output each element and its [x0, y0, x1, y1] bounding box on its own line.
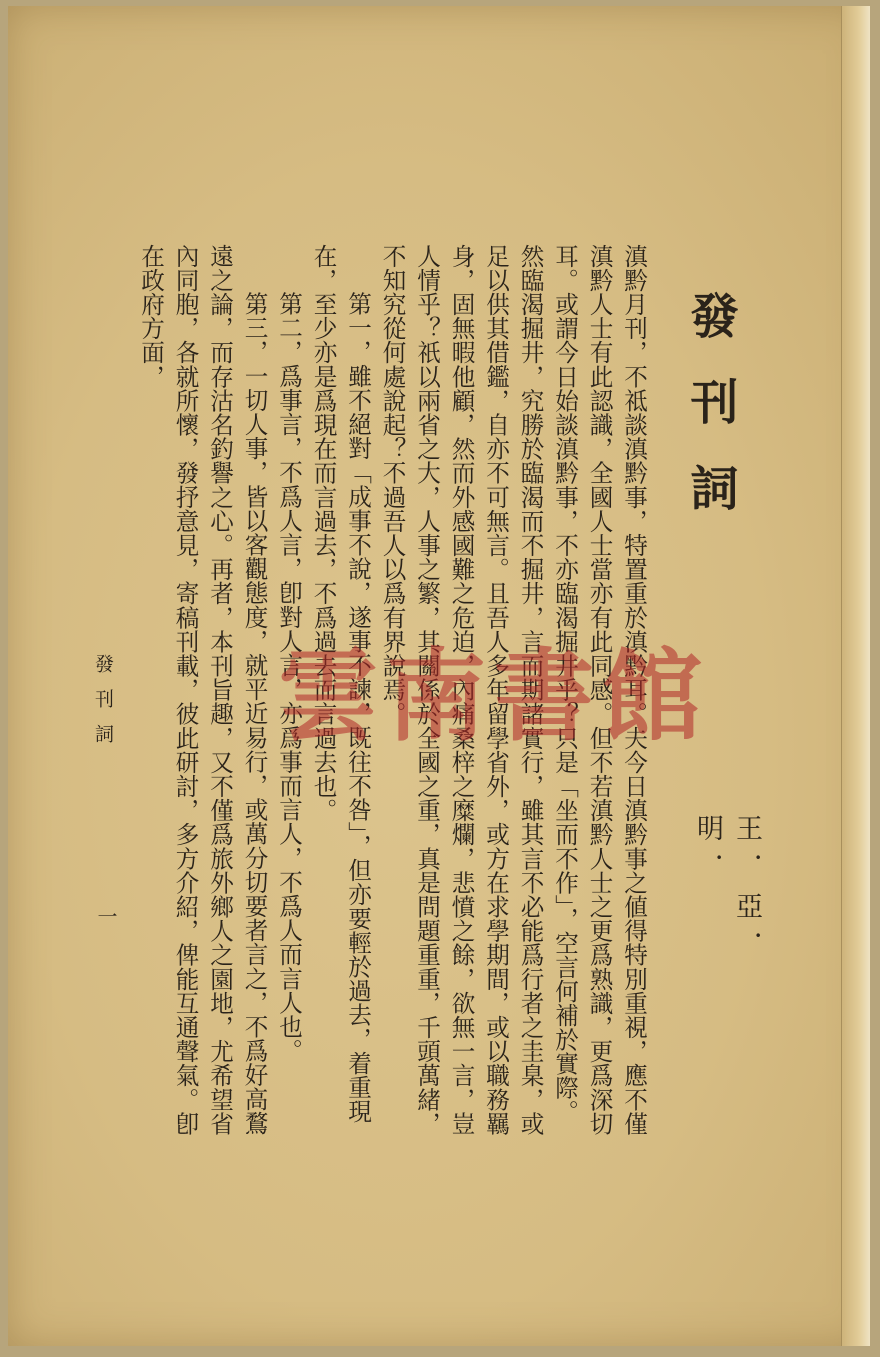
article-author: 王．亞．明．: [692, 814, 762, 970]
page-number: 一: [94, 906, 118, 926]
article-title: 發刊詞: [682, 291, 738, 549]
book-page: [8, 6, 870, 1346]
running-title: 發刊詞: [92, 654, 114, 759]
adjacent-page-edge: [841, 6, 870, 1346]
paragraph-3: 第二，爲事言，不爲人言，卽對人言，亦爲事而言人，不爲人而言人也。: [275, 267, 303, 1063]
library-watermark-stamp: 雲南書館: [278, 637, 710, 755]
paragraph-4: 第三，一切人事，皆以客觀態度，就平近易行，或萬分切要者言之，不爲好高鶩遠之論，而存沽名釣譽之心。再者，本刊旨趣，又不僅爲旅外鄉人之園地，尤希望省內同胞，各就所懷，發抒意見，寄稿刊載，彼此研討，多方介紹，俾能互通聲氣。卽在政府方面，: [137, 244, 269, 1136]
paragraph-2: 第一，雖不絕對「成事不說，遂事不諫，既往不咎」，但亦要輕於過去，着重現在，至少亦是爲現在而言過去，不爲過去而言過去也。: [309, 244, 372, 1124]
paragraph-1: 滇黔月刊，不祗談滇黔事，特置重於滇黔耳。夫今日滇黔事之値得特別重視，應不僅滇黔人士有此認識，全國人士當亦有此同感。但不若滇黔人士之更爲熟識，更爲深切耳。或謂今日始談滇黔事，不亦臨渴掘井乎？只是「坐而不作」，空言何補於實際。然臨渴掘井，究勝於臨渴而不掘井，言而期諸實行，雖其言不必能爲行者之圭臬，或足以供其借鑑，自亦不可無言。且吾人多年留學省外，或方在求學期間，或以職務羈身，固無暇他顧，然而外感國難之危迫，內痛桑梓之糜爛，悲憤之餘，欲無一言，豈人情乎？祇以兩省之大，人事之繁，其關係於全國之重，真是問題重重，千頭萬緒，不知究從何處說起？不過吾人以爲有界說焉。: [378, 244, 648, 1136]
